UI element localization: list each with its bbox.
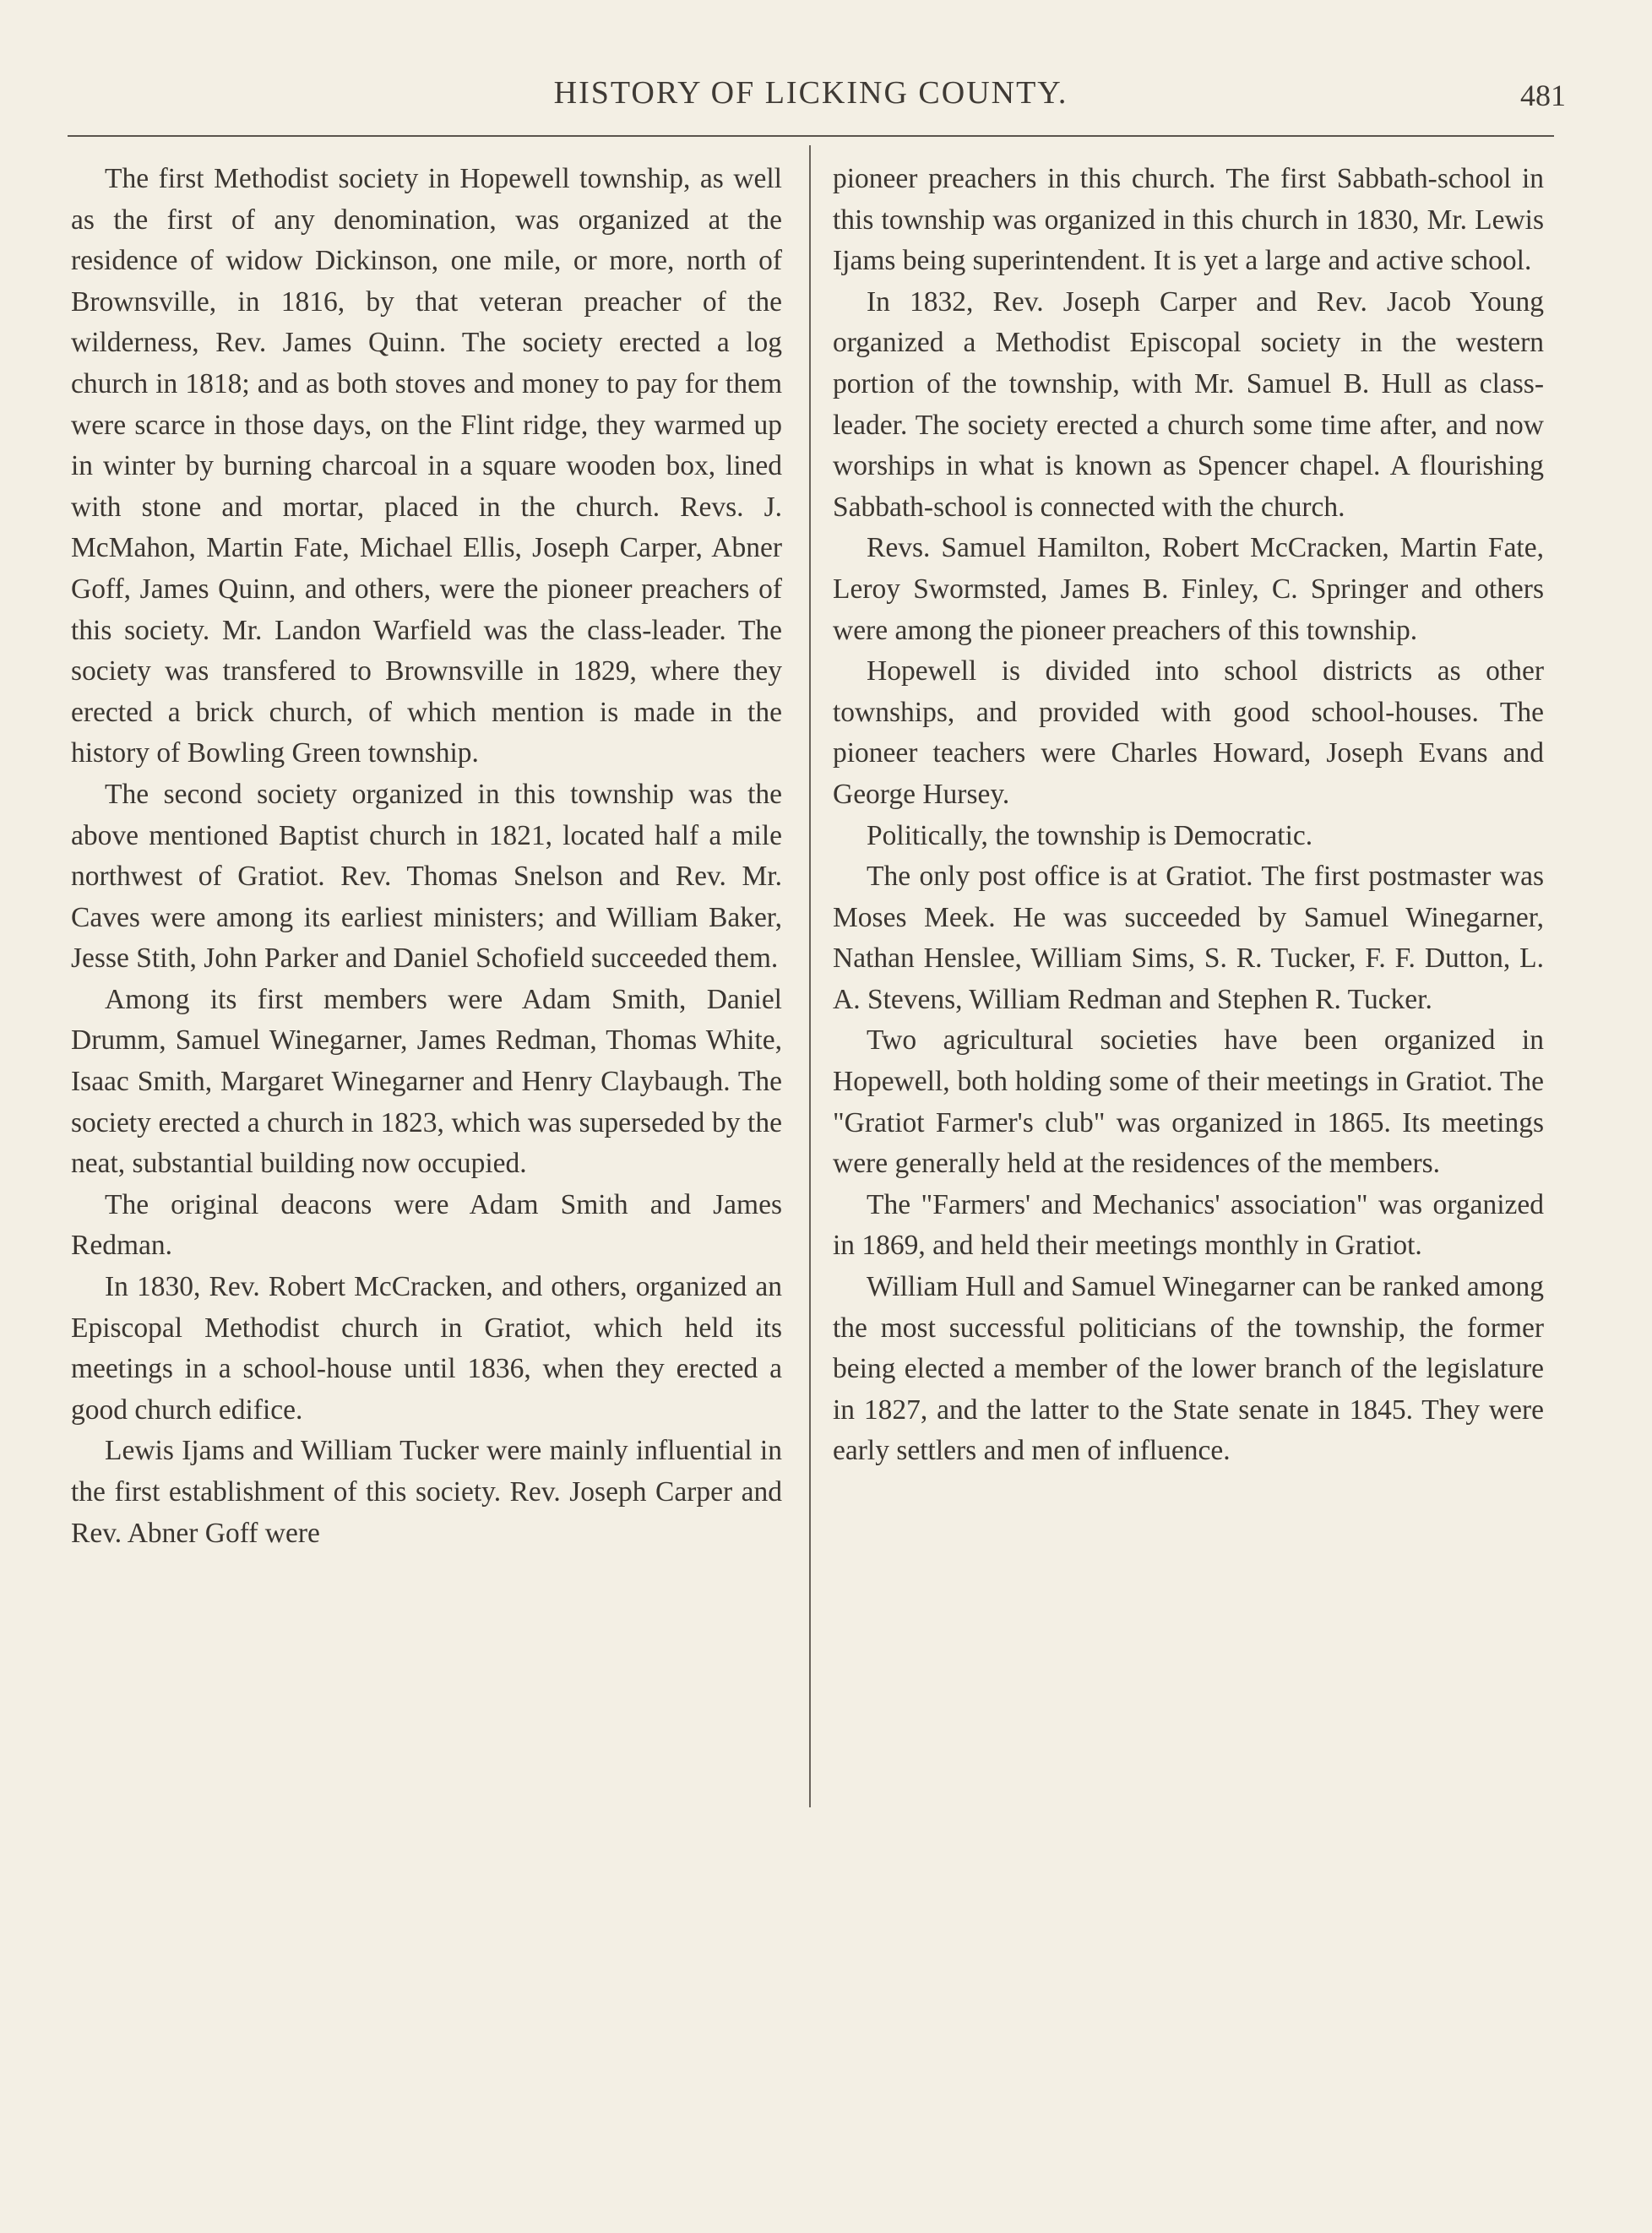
paragraph: The first Methodist society in Hopewell township, as well as the first of any denomination, was organized at the residence of widow Dickinson, one mile, or more, north of Brownsville, in 1816, by that veteran preacher of the wilderness, Rev. James Quinn. The society erected a log church in 1818; and as both stoves and money to pay for them were scarce in those days, on the Flint ridge, they warmed up in winter by burning charcoal in a square wooden box, lined with stone and mortar, placed in the church. Revs. J. McMahon, Martin Fate, Michael Ellis, Joseph Carper, Abner Goff, James Quinn, and others, were the pioneer preachers of this society. Mr. Landon Warfield was the class-leader. The society was transfered to Brownsville in 1829, where they erected a brick church, of which mention is made in the history of Bowling Green township. [71,163,782,769]
running-title: HISTORY OF LICKING COUNTY. [553,75,1068,111]
page-header [68,74,1566,125]
paragraph-continued: pioneer preachers in this church. The first Sabbath-school in this township was organized in this church in 1830, Mr. Lewis Ijams being superintendent. It is yet a large and active school. [833,163,1544,277]
paragraph: William Hull and Samuel Winegarner can be ranked among the most successful politicians of the township, the former being elected a member of the lower branch of the legislature in 1827, and the latter to the State senate in 1845. They were early settlers and men of influence. [833,1271,1544,1467]
paragraph: Revs. Samuel Hamilton, Robert McCracken, Martin Fate, Leroy Swormsted, James B. Finley, C. Springer and others were among the pioneer preachers of this township. [833,532,1544,646]
column-divider [809,145,811,1807]
left-column [71,159,782,1554]
paragraph: Lewis Ijams and William Tucker were mainly influential in the first establishment of this society. Rev. Joseph Carper and Rev. Abner Goff were [71,1435,782,1549]
header-rule [68,135,1554,137]
paragraph: The original deacons were Adam Smith and James Redman. [71,1188,782,1262]
paragraph: Hopewell is divided into school districts as other townships, and provided with good school-houses. The pioneer teachers were Charles Howard, Joseph Evans and George Hursey. [833,655,1544,810]
paragraph: The second society organized in this township was the above mentioned Baptist church in 1821, located half a mile northwest of Gratiot. Rev. Thomas Snelson and Rev. Mr. Caves were among its earliest ministers; and William Baker, Jesse Stith, John Parker and Daniel Schofield succeeded them. [71,778,782,975]
paragraph: The "Farmers' and Mechanics' association" was organized in 1869, and held their meetings monthly in Gratiot. [833,1188,1544,1262]
paragraph: Politically, the township is Democratic. [867,819,1313,851]
paragraph: In 1832, Rev. Joseph Carper and Rev. Jacob Young organized a Methodist Episcopal society in the western portion of the township, with Mr. Samuel B. Hull as class-leader. The society erected a church some time after, and now worships in what is known as Spencer chapel. A flourishing Sabbath-school is connected with the church. [833,285,1544,523]
paragraph: Among its first members were Adam Smith, Daniel Drumm, Samuel Winegarner, James Redman, Thomas White, Isaac Smith, Margaret Winegarner and Henry Claybaugh. The society erected a church in 1823, which was superseded by the neat, substantial building now occupied. [71,983,782,1180]
right-column [833,159,1544,1472]
paragraph: Two agricultural societies have been organized in Hopewell, both holding some of their meetings in Gratiot. The "Gratiot Farmer's club" was organized in 1865. Its meetings were generally held at the residences of the members. [833,1024,1544,1180]
paragraph: The only post office is at Gratiot. The first postmaster was Moses Meek. He was succeeded by Samuel Winegarner, Nathan Henslee, William Sims, S. R. Tucker, F. F. Dutton, L. A. Stevens, William Redman and Stephen R. Tucker. [833,861,1544,1015]
paragraph: In 1830, Rev. Robert McCracken, and others, organized an Episcopal Methodist church in Gratiot, which held its meetings in a school-house until 1836, when they erected a good church edifice. [71,1271,782,1426]
page-number: 481 [1520,79,1566,112]
